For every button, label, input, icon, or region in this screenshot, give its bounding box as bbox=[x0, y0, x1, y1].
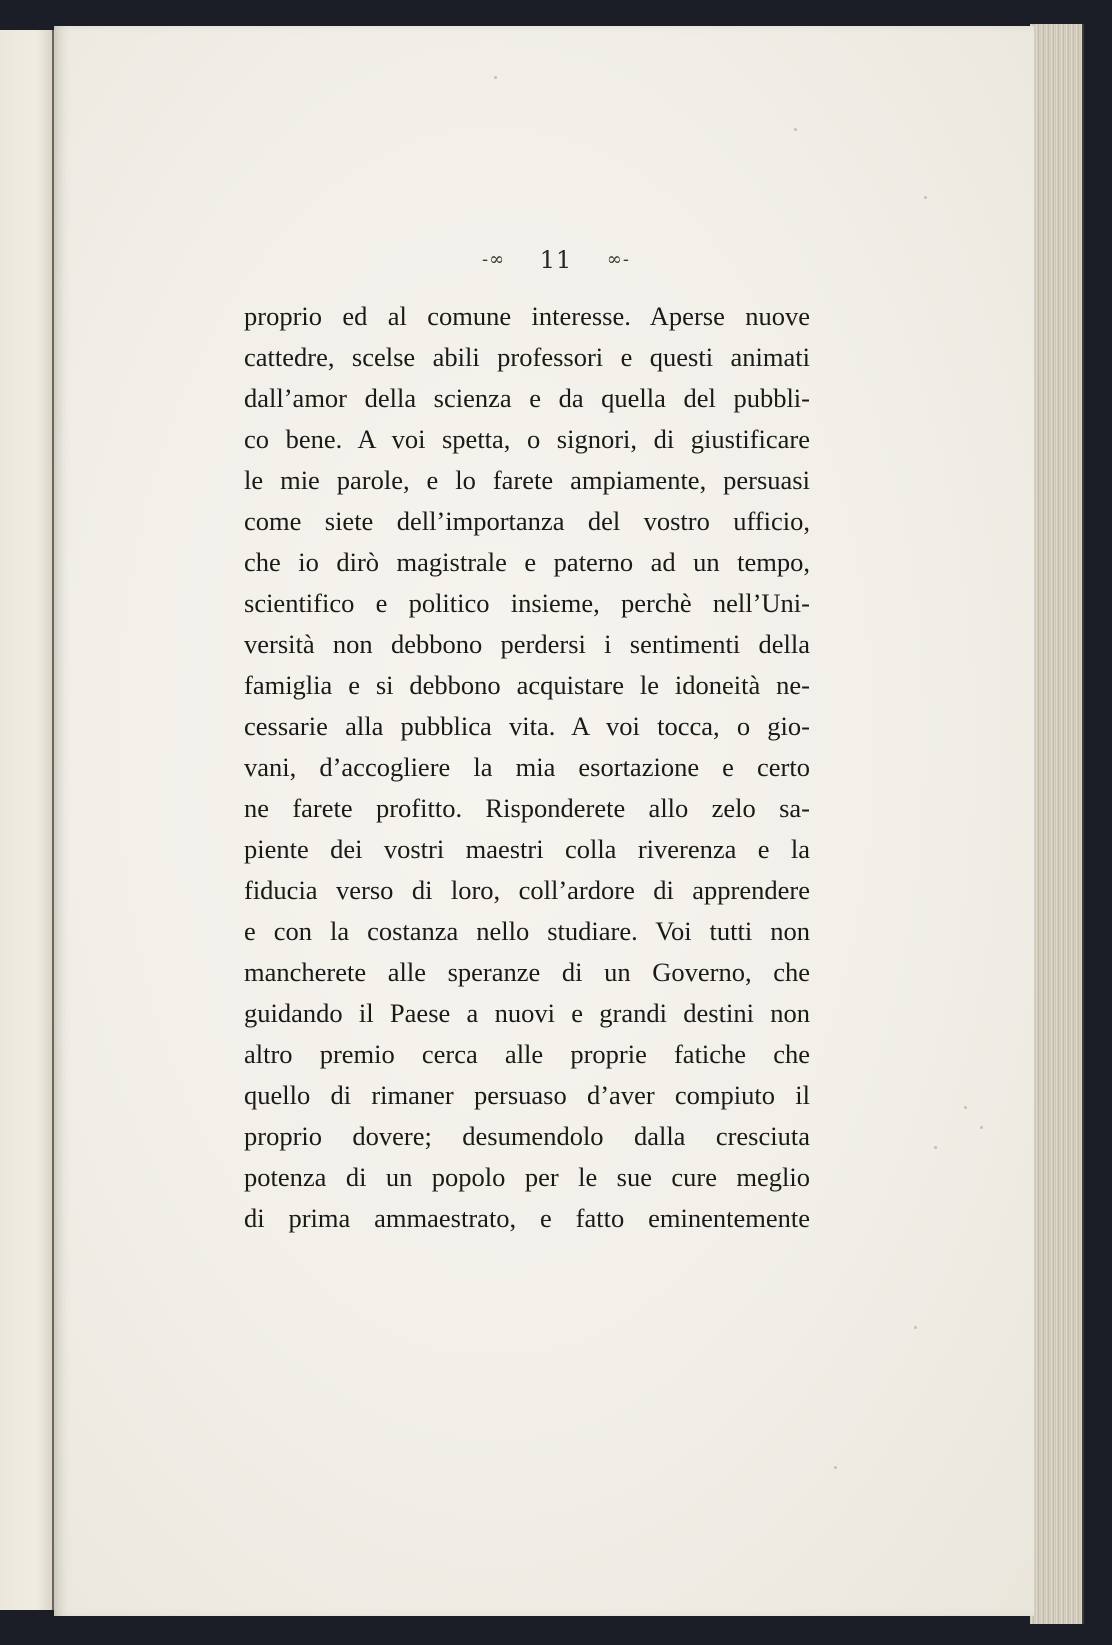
text-line: proprio ed al comune interesse. Aperse nuove bbox=[244, 301, 810, 331]
ornament-left-icon: -∞ bbox=[482, 249, 506, 270]
text-line: quello di rimaner persuaso d’aver compiuto il bbox=[244, 1080, 810, 1110]
ornament-right-icon: ∞- bbox=[606, 249, 630, 270]
text-line: di prima ammaestrato, e fatto eminentemente bbox=[244, 1203, 810, 1233]
text-line: potenza di un popolo per le sue cure meglio bbox=[244, 1162, 810, 1192]
text-line: e con la costanza nello studiare. Voi tutti non bbox=[244, 916, 810, 946]
text-line: vani, d’accogliere la mia esortazione e certo bbox=[244, 752, 810, 782]
text-line: cessarie alla pubblica vita. A voi tocca, o gio- bbox=[244, 711, 810, 741]
text-line: famiglia e si debbono acquistare le idoneità ne- bbox=[244, 670, 810, 700]
text-line: ne farete profitto. Risponderete allo zelo sa- bbox=[244, 793, 810, 823]
text-line: piente dei vostri maestri colla riverenza e la bbox=[244, 834, 810, 864]
page-number: 11 bbox=[539, 246, 573, 274]
text-line: mancherete alle speranze di un Governo, che bbox=[244, 957, 810, 987]
text-line: co bene. A voi spetta, o signori, di giustificare bbox=[244, 424, 810, 454]
text-line: come siete dell’importanza del vostro ufficio, bbox=[244, 506, 810, 536]
text-line: che io dirò magistrale e paterno ad un tempo, bbox=[244, 547, 810, 577]
text-line: versità non debbono perdersi i sentimenti della bbox=[244, 629, 810, 659]
text-line: le mie parole, e lo farete ampiamente, persuasi bbox=[244, 465, 810, 495]
running-header bbox=[0, 246, 1112, 274]
text-line: proprio dovere; desumendolo dalla cresciuta bbox=[244, 1121, 810, 1151]
text-line: scientifico e politico insieme, perchè nell’Uni- bbox=[244, 588, 810, 618]
text-line: guidando il Paese a nuovi e grandi destini non bbox=[244, 998, 810, 1028]
body-text bbox=[244, 296, 810, 1239]
text-line: dall’amor della scienza e da quella del pubbli- bbox=[244, 383, 810, 413]
text-line: fiducia verso di loro, coll’ardore di apprendere bbox=[244, 875, 810, 905]
text-line: cattedre, scelse abili professori e questi animati bbox=[244, 342, 810, 372]
text-line: altro premio cerca alle proprie fatiche che bbox=[244, 1039, 810, 1069]
